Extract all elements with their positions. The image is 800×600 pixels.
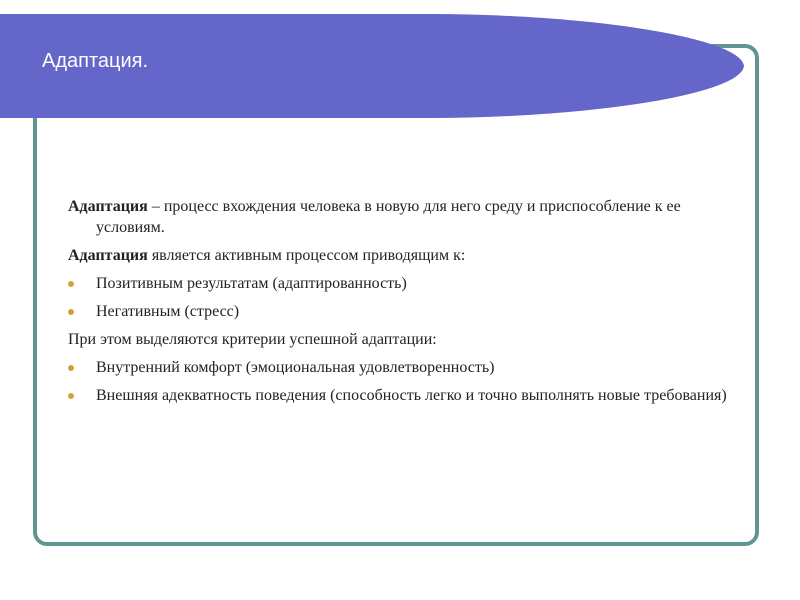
criteria-item-adequacy (68, 385, 728, 406)
result-item-label: Позитивным результатам (адаптированность) (96, 275, 407, 292)
result-item-negative (68, 301, 728, 322)
bullet-dot-icon (68, 309, 74, 315)
definition-paragraph (68, 196, 728, 238)
leads-to-text: является активным процессом приводящим к: (147, 247, 466, 264)
result-item-positive (68, 273, 728, 294)
bullet-dot-icon (68, 365, 74, 371)
criteria-item-label: Внутренний комфорт (эмоциональная удовлетворенность) (96, 359, 495, 376)
result-item-label: Негативным (стресс) (96, 303, 240, 320)
definition-term: Адаптация (68, 198, 148, 215)
leads-to-paragraph (68, 245, 728, 266)
bullet-dot-icon (68, 393, 74, 399)
slide-body (68, 196, 728, 413)
criteria-intro: При этом выделяются критерии успешной адаптации: (68, 331, 437, 348)
slide-title: Адаптация. (42, 50, 149, 72)
leads-to-term: Адаптация (68, 247, 148, 264)
criteria-item-label: Внешняя адекватность поведения (способность легко и точно выполнять новые требования) (96, 387, 727, 404)
criteria-item-comfort (68, 357, 728, 378)
definition-text: – процесс вхождения человека в новую для него среду и приспособление к ее условиям. (96, 198, 681, 236)
bullet-dot-icon (68, 281, 74, 287)
